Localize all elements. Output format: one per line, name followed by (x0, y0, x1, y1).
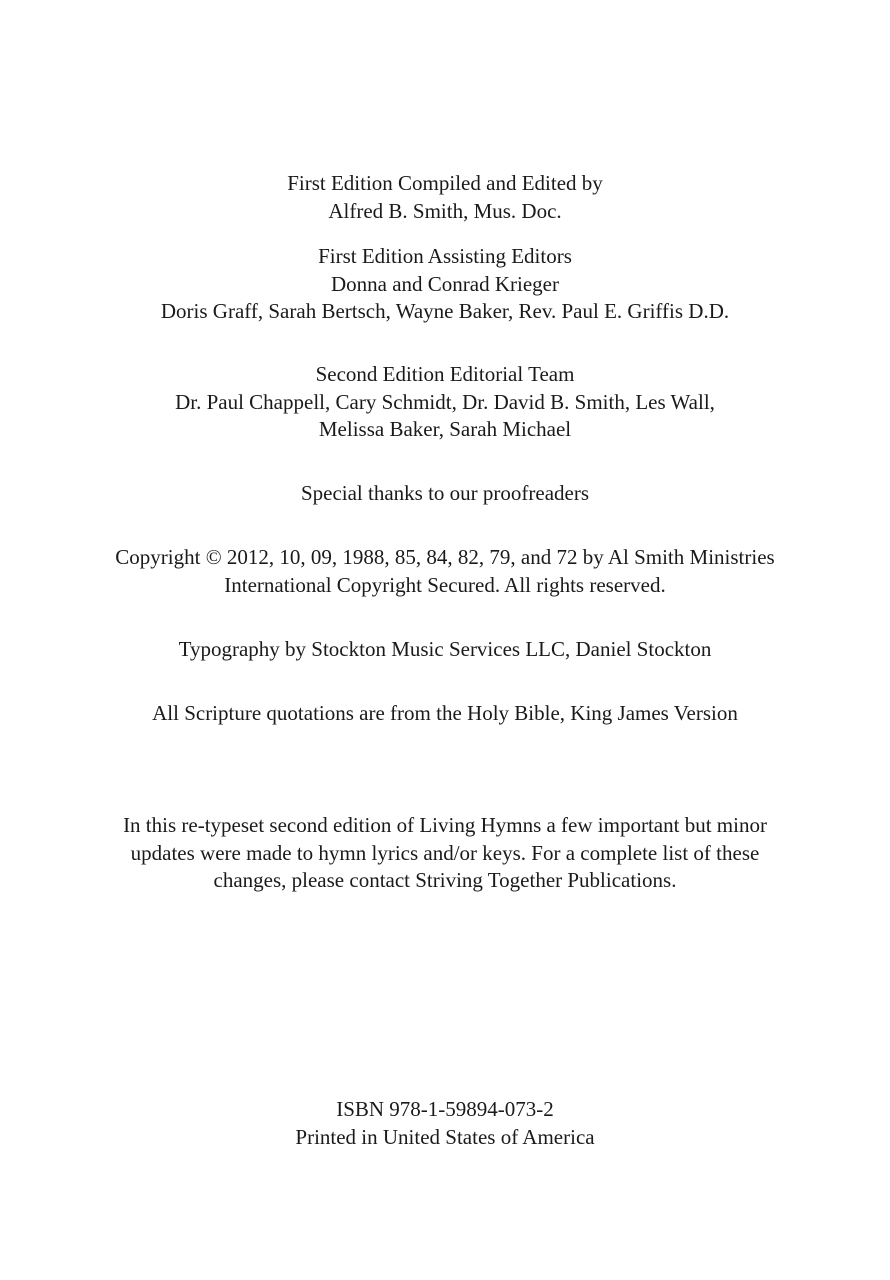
assisting-editors-line-2: Doris Graff, Sarah Bertsch, Wayne Baker, Rev. Paul E. Griffis D.D. (160, 299, 730, 323)
assisting-editors-heading: First Edition Assisting Editors (318, 244, 572, 268)
note-line-2: updates were made to hymn lyrics and/or keys. For a complete list of these (130, 840, 760, 865)
assisting-editors-credits (0, 243, 890, 326)
typography-credit (0, 636, 890, 664)
scripture-text: All Scripture quotations are from the Holy Bible, King James Version (152, 701, 738, 725)
note-line-1: In this re-typeset second edition of Living Hymns a few important but minor (123, 813, 767, 837)
typography-text: Typography by Stockton Music Services LLC, Daniel Stockton (178, 637, 712, 661)
copyright-line-2: International Copyright Secured. All rights reserved. (224, 572, 666, 597)
first-edition-heading: First Edition Compiled and Edited by (287, 171, 603, 195)
note-line-3: changes, please contact Striving Together Publications. (213, 868, 677, 892)
first-edition-credits (0, 170, 890, 225)
publication-info (0, 1096, 890, 1151)
second-edition-team (0, 361, 890, 444)
proofreaders-thanks (0, 480, 890, 508)
thanks-text: Special thanks to our proofreaders (300, 481, 590, 505)
assisting-editors-line-1: Donna and Conrad Krieger (330, 271, 559, 296)
isbn-text: ISBN 978-1-59894-073-2 (336, 1097, 554, 1121)
printed-in-text: Printed in United States of America (295, 1124, 595, 1149)
edition-update-note (0, 812, 890, 895)
second-edition-heading: Second Edition Editorial Team (315, 362, 575, 386)
copyright-notice (0, 544, 890, 599)
copyright-line-1: Copyright © 2012, 10, 09, 1988, 85, 84, 82, 79, and 72 by Al Smith Ministries (115, 545, 775, 569)
second-edition-line-1: Dr. Paul Chappell, Cary Schmidt, Dr. David B. Smith, Les Wall, (175, 389, 715, 414)
scripture-notice (0, 700, 890, 728)
first-edition-editor: Alfred B. Smith, Mus. Doc. (328, 198, 562, 223)
second-edition-line-2: Melissa Baker, Sarah Michael (318, 417, 572, 441)
